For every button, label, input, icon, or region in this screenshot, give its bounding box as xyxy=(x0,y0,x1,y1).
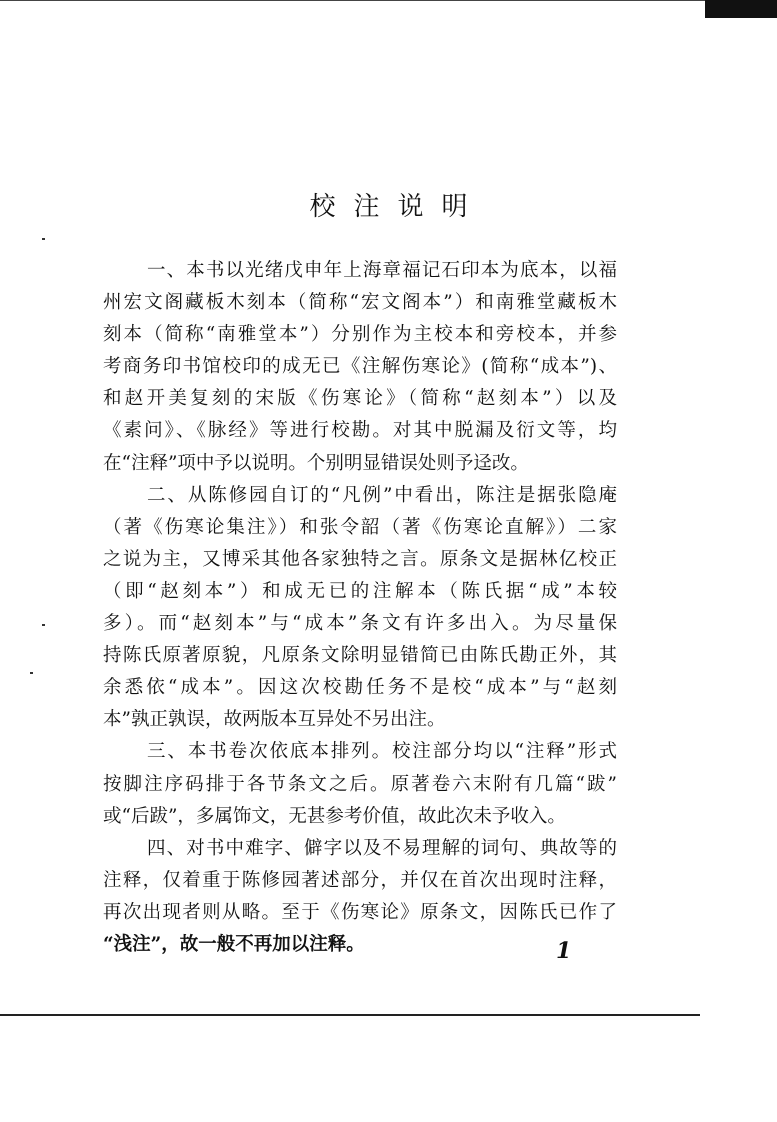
scan-corner-mark xyxy=(705,0,777,18)
paragraph-1-line: 和赵开美复刻的宋版《伤寒论》（简称“赵刻本”）以及 xyxy=(103,388,617,410)
paragraph-2-line: 二、从陈修园自订的“凡例”中看出，陈注是据张隐庵 xyxy=(147,484,617,506)
paragraph-1-line: 一、本书以光绪戊申年上海章福记石印本为底本，以福 xyxy=(147,260,617,281)
scan-top-edge xyxy=(0,0,777,1)
scan-speck xyxy=(30,672,33,674)
paragraph-4-line: 注释，仅着重于陈修园著述部分，并仅在首次出现时注释， xyxy=(103,869,617,891)
scan-speck xyxy=(42,624,45,626)
paragraph-3-line: 或“后跋”，多属饰文，无甚参考价值，故此次未予收入。 xyxy=(103,805,566,827)
paragraph-2-line: 余悉依“成本”。因这次校勘任务不是校“成本”与“赵刻 xyxy=(103,677,617,699)
paragraph-2-line: （著《伤寒论集注》）和张令韶（著《伤寒论直解》）二家 xyxy=(103,516,617,538)
document-body xyxy=(103,255,617,961)
paragraph-2-line: 多）。而“赵刻本”与“成本”条文有许多出入。为尽量保 xyxy=(103,613,617,635)
paragraph-2-line: 本”孰正孰误，故两版本互异处不另出注。 xyxy=(103,709,446,731)
paragraph-4-line: 再次出现者则从略。至于《伤寒论》原条文，因陈氏已作了 xyxy=(103,901,617,923)
paragraph-4-line: “浅注”，故一般不再加以注释。 xyxy=(103,933,365,955)
paragraph-1-line: 考商务印书馆校印的成无已《注解伤寒论》(简称“成本”)、 xyxy=(103,356,617,378)
paragraph-3-line: 三、本书卷次依底本排列。校注部分均以“注释”形式 xyxy=(147,741,617,763)
paragraph-2-line: （即“赵刻本”）和成无已的注解本（陈氏据“成”本较 xyxy=(103,580,617,602)
paragraph-2-line: 之说为主，又博采其他各家独特之言。原条文是据林亿校正 xyxy=(103,548,617,570)
paragraph-3-line: 按脚注序码排于各节条文之后。原著卷六末附有几篇“跋” xyxy=(103,773,617,795)
page-bottom-rule xyxy=(0,1014,700,1016)
paragraph-1-line: 在“注释”项中予以说明。个别明显错误处则予迳改。 xyxy=(103,452,529,474)
paragraph-1-line: 《素问》、《脉经》等进行校勘。对其中脱漏及衍文等，均 xyxy=(103,420,617,442)
paragraph-1-line: 州宏文阁藏板木刻本（简称“宏文阁本”）和南雅堂藏板木 xyxy=(103,292,617,314)
paragraph-1-line: 刻本（简称“南雅堂本”）分别作为主校本和旁校本，并参 xyxy=(103,324,617,346)
paragraph-4-line: 四、对书中难字、僻字以及不易理解的词句、典故等的 xyxy=(147,837,617,859)
paragraph-2-line: 持陈氏原著原貌，凡原条文除明显错简已由陈氏勘正外，其 xyxy=(103,645,617,667)
page-number: 1 xyxy=(556,938,572,964)
page-title: 校注说明 xyxy=(309,192,486,222)
scan-speck xyxy=(42,238,45,240)
